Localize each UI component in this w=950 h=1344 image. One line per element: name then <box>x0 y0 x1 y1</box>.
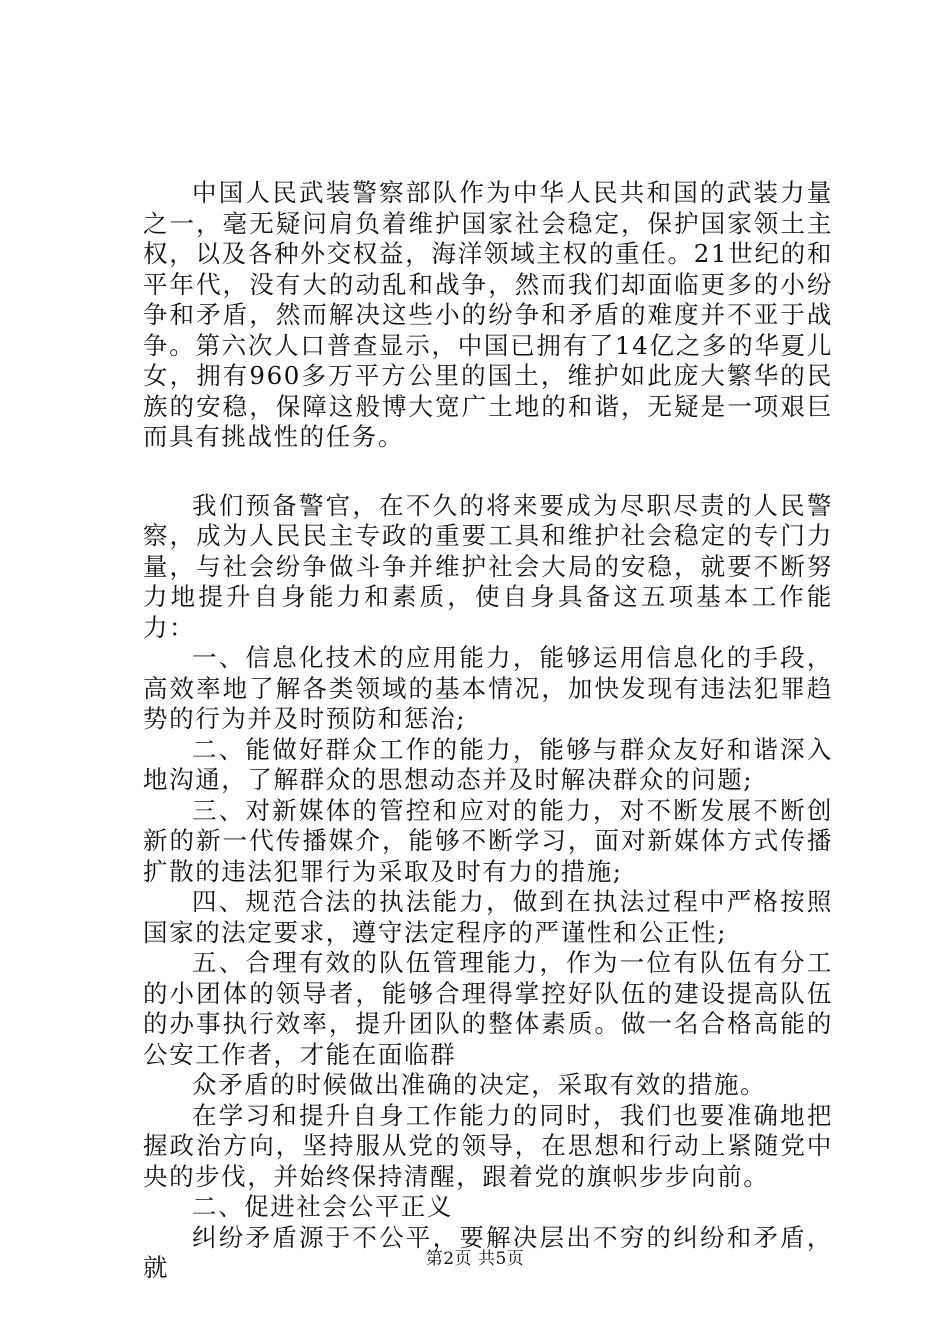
section-heading-justice: 二、促进社会公平正义 <box>192 1192 453 1221</box>
paragraph-ability-1: 一、信息化技术的应用能力，能够运用信息化的手段，高效率地了解各类领域的基本情况，加快发现有违法犯罪趋势的行为并及时预防和惩治; <box>143 643 833 733</box>
paragraph-continuation: 众矛盾的时候做出准确的决定，采取有效的措施。 <box>192 1070 767 1099</box>
document-body <box>143 178 833 1284</box>
paragraph-justice: 纠纷矛盾源于不公平，要解决层出不穷的纠纷和矛盾，就 <box>143 1222 833 1282</box>
paragraph-abilities-intro: 我们预备警官，在不久的将来要成为尽职尽责的人民警察，成为人民民主专政的重要工具和维护社会稳定的专门力量，与社会纷争做斗争并维护社会大局的安稳，就要不断努力地提升自身能力和素质，使自身具备这五项基本工作能力： <box>143 490 833 642</box>
paragraph-ability-4: 四、规范合法的执法能力，做到在执法过程中严格按照国家的法定要求，遵守法定程序的严谨性和公正性; <box>143 887 833 947</box>
paragraph-political-direction: 在学习和提升自身工作能力的同时，我们也要准确地把握政治方向，坚持服从党的领导，在思想和行动上紧随党中央的步伐，并始终保持清醒，跟着党的旗帜步步向前。 <box>143 1100 833 1191</box>
page-number-footer: 第2页 共5页 <box>425 1249 525 1269</box>
paragraph-ability-2: 二、能做好群众工作的能力，能够与群众友好和谐深入地沟通，了解群众的思想动态并及时解决群众的问题; <box>143 734 833 794</box>
paragraph-intro: 中国人民武装警察部队作为中华人民共和国的武装力量之一，毫无疑问肩负着维护国家社会稳定，保护国家领土主权，以及各种外交权益，海洋领域主权的重任。21世纪的和平年代，没有大的动乱和战争，然而我们却面临更多的小纷争和矛盾，然而解决这些小的纷争和矛盾的难度并不亚于战争。第六次人口普查显示，中国已拥有了14亿之多的华夏儿女，拥有960多万平方公里的国土，维护如此庞大繁华的民族的安稳，保障这般博大宽广土地的和谐，无疑是一项艰巨而具有挑战性的任务。 <box>143 178 833 451</box>
paragraph-ability-3: 三、对新媒体的管控和应对的能力，对不断发展不断创新的新一代传播媒介，能够不断学习，面对新媒体方式传播扩散的违法犯罪行为采取及时有力的措施; <box>143 795 833 886</box>
paragraph-ability-5: 五、合理有效的队伍管理能力，作为一位有队伍有分工的小团体的领导者，能够合理得掌控好队伍的建设提高队伍的办事执行效率，提升团队的整体素质。做一名合格高能的公安工作者，才能在面临群 <box>143 948 833 1069</box>
